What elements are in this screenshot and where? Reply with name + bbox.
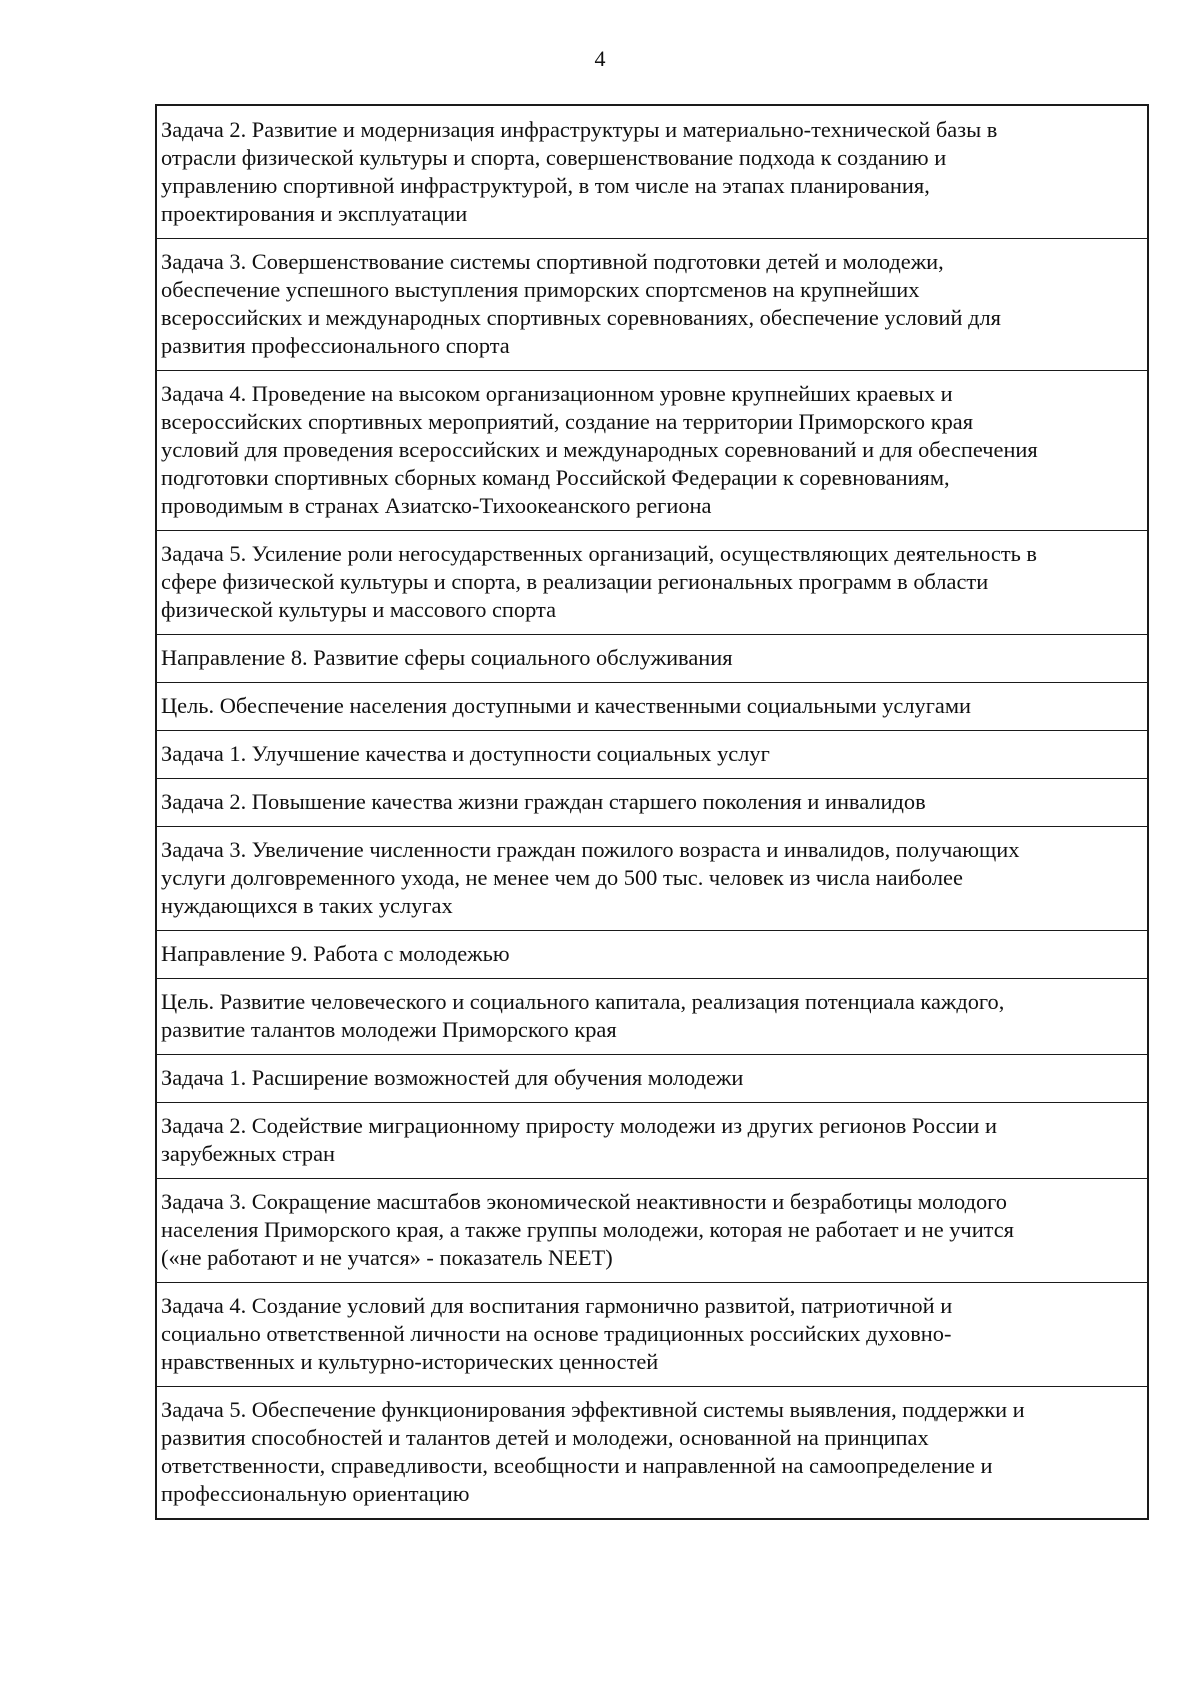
- row-text-line: сфере физической культуры и спорта, в реализации региональных программ в области: [161, 569, 989, 594]
- page-number: 4: [594, 46, 606, 71]
- row-text-line: населения Приморского края, а также группы молодежи, которая не работает и не учится: [161, 1217, 1014, 1242]
- row-text-line: подготовки спортивных сборных команд Российской Федерации к соревнованиям,: [161, 465, 950, 490]
- table-row: [157, 530, 1147, 634]
- row-text-line: всероссийских и международных спортивных соревнованиях, обеспечение условий для: [161, 305, 1001, 330]
- row-text-line: нуждающихся в таких услугах: [161, 893, 453, 918]
- row-text-line: развития профессионального спорта: [161, 333, 510, 358]
- row-text-line: Задача 2. Содействие миграционному приросту молодежи из других регионов России и: [161, 1113, 997, 1138]
- row-text-line: развития способностей и талантов детей и молодежи, основанной на принципах: [161, 1425, 929, 1450]
- row-text-line: нравственных и культурно-исторических ценностей: [161, 1349, 659, 1374]
- row-text-line: Задача 1. Улучшение качества и доступности социальных услуг: [161, 741, 770, 766]
- goals-tasks-table: [155, 104, 1149, 1520]
- row-text-line: зарубежных стран: [161, 1141, 336, 1166]
- row-text-line: Направление 9. Работа с молодежью: [161, 941, 510, 966]
- row-text-line: проектирования и эксплуатации: [161, 201, 468, 226]
- table-row: [157, 1054, 1147, 1102]
- row-text-line: Задача 4. Создание условий для воспитания гармонично развитой, патриотичной и: [161, 1293, 953, 1318]
- row-text-line: Цель. Обеспечение населения доступными и качественными социальными услугами: [161, 693, 971, 718]
- row-text-line: Направление 8. Развитие сферы социального обслуживания: [161, 645, 733, 670]
- row-text-line: Цель. Развитие человеческого и социального капитала, реализация потенциала каждого,: [161, 989, 1005, 1014]
- row-text-line: обеспечение успешного выступления приморских спортсменов на крупнейших: [161, 277, 920, 302]
- row-text-line: проводимым в странах Азиатско-Тихоокеанского региона: [161, 493, 712, 518]
- row-text-line: Задача 5. Усиление роли негосударственных организаций, осуществляющих деятельность в: [161, 541, 1037, 566]
- table-row: [157, 238, 1147, 370]
- row-text-line: физической культуры и массового спорта: [161, 597, 557, 622]
- table-row: [157, 1102, 1147, 1178]
- row-text-line: Задача 5. Обеспечение функционирования эффективной системы выявления, поддержки и: [161, 1397, 1025, 1422]
- row-text-line: Задача 2. Повышение качества жизни граждан старшего поколения и инвалидов: [161, 789, 926, 814]
- row-text-line: ответственности, справедливости, всеобщности и направленной на самоопределение и: [161, 1453, 993, 1478]
- table-row: [157, 778, 1147, 826]
- table-row: [157, 370, 1147, 530]
- table-row: [157, 1386, 1147, 1518]
- row-text-line: Задача 1. Расширение возможностей для обучения молодежи: [161, 1065, 744, 1090]
- row-text-line: условий для проведения всероссийских и международных соревнований и для обеспечения: [161, 437, 1038, 462]
- row-text-line: управлению спортивной инфраструктурой, в том числе на этапах планирования,: [161, 173, 930, 198]
- table-row: [157, 682, 1147, 730]
- table-row: [157, 730, 1147, 778]
- table-row: [157, 1178, 1147, 1282]
- row-text-line: («не работают и не учатся» - показатель NEET): [161, 1245, 613, 1270]
- table-row: [157, 978, 1147, 1054]
- row-text-line: отрасли физической культуры и спорта, совершенствование подхода к созданию и: [161, 145, 947, 170]
- row-text-line: профессиональную ориентацию: [161, 1481, 470, 1506]
- row-text-line: Задача 3. Увеличение численности граждан пожилого возраста и инвалидов, получающих: [161, 837, 1020, 862]
- row-text-line: Задача 4. Проведение на высоком организационном уровне крупнейших краевых и: [161, 381, 953, 406]
- row-text-line: социально ответственной личности на основе традиционных российских духовно-: [161, 1321, 952, 1346]
- table-row: [157, 1282, 1147, 1386]
- table-row: [157, 930, 1147, 978]
- row-text-line: Задача 2. Развитие и модернизация инфраструктуры и материально-технической базы в: [161, 117, 998, 142]
- row-text-line: развитие талантов молодежи Приморского края: [161, 1017, 617, 1042]
- table-row: [157, 106, 1147, 238]
- row-text-line: всероссийских спортивных мероприятий, создание на территории Приморского края: [161, 409, 974, 434]
- row-text-line: Задача 3. Совершенствование системы спортивной подготовки детей и молодежи,: [161, 249, 944, 274]
- table-row: [157, 634, 1147, 682]
- row-text-line: Задача 3. Сокращение масштабов экономической неактивности и безработицы молодого: [161, 1189, 1007, 1214]
- table-row: [157, 826, 1147, 930]
- row-text-line: услуги долговременного ухода, не менее чем до 500 тыс. человек из числа наиболее: [161, 865, 963, 890]
